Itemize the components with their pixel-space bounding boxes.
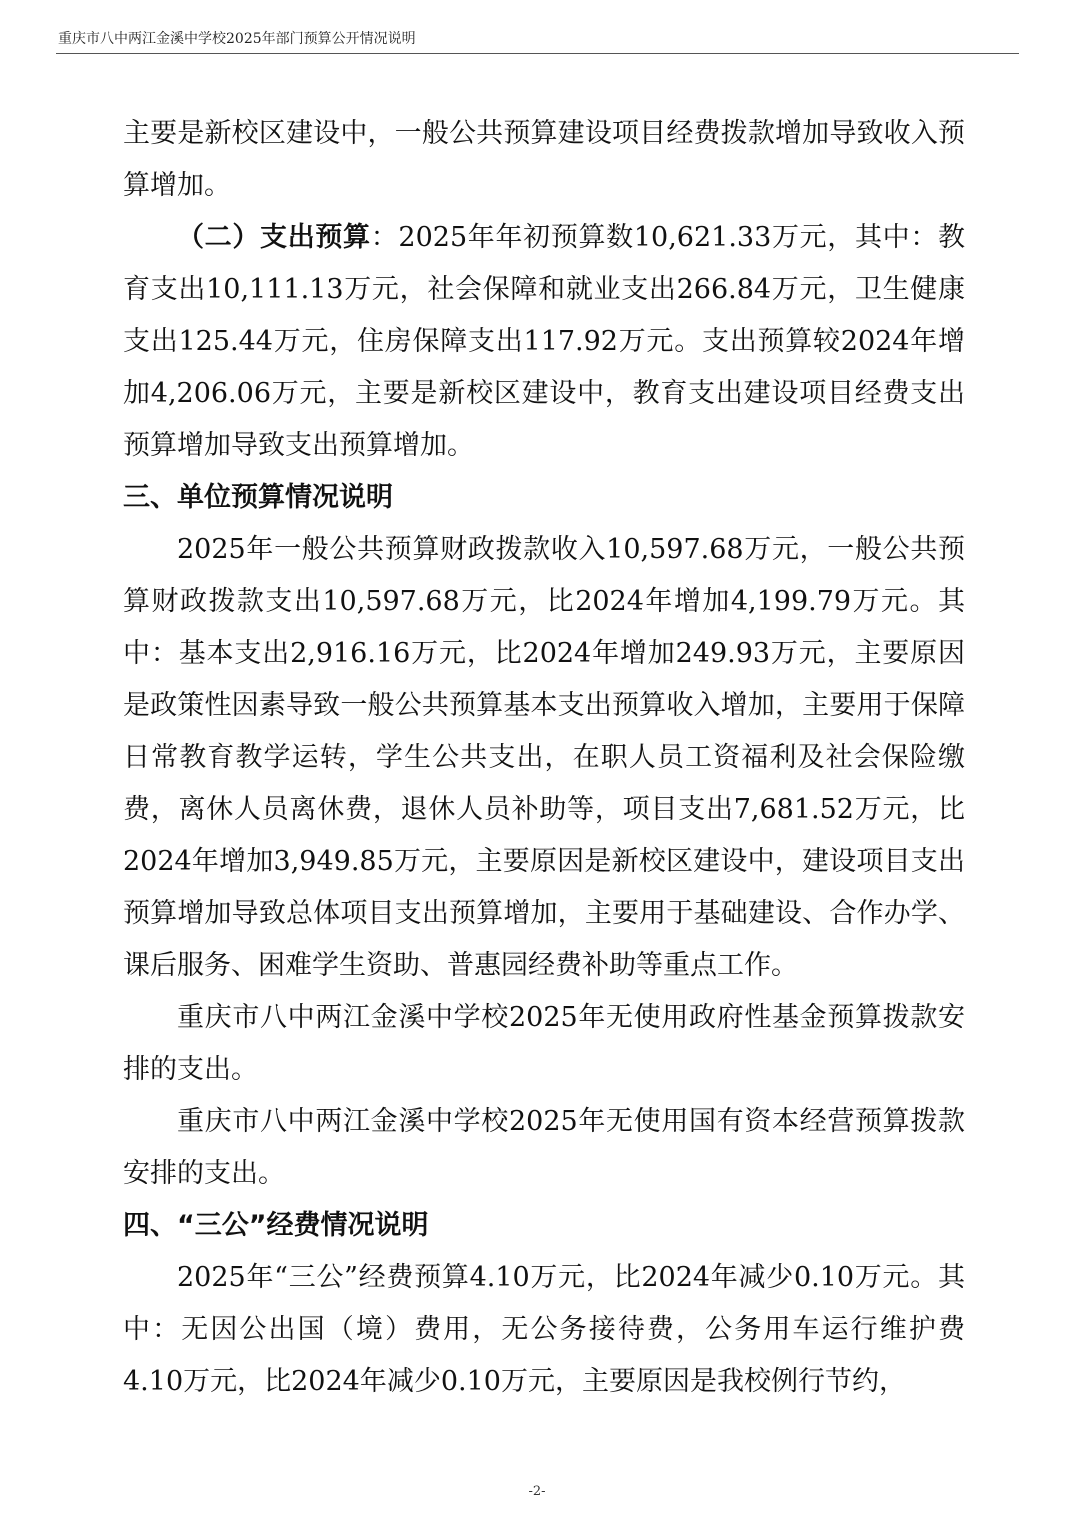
page-number: -2-: [528, 1484, 546, 1499]
paragraph-unit-budget: 2025年一般公共预算财政拨款收入10,597.68万元，一般公共预算财政拨款支出10,597.68万元，比2024年增加4,199.79万元。其中：基本支出2,916.16万元，比2024年增加249.93万元，主要原因是政策性因素导致一般公共预算基本支出预算收入增加，主要用于保障日常教育教学运转，学生公共支出，在职人员工资福利及社会保险缴费，离休人员离休费，退休人员补助等，项目支出7,681.52万元，比2024年增加3,949.85万元，主要原因是新校区建设中，建设项目支出预算增加导致总体项目支出预算增加，主要用于基础建设、合作办学、课后服务、困难学生资助、普惠园经费补助等重点工作。: [123, 534, 965, 981]
expenditure-budget-text: ：2025年年初预算数10,621.33万元，其中：教育支出10,111.13万元，社会保障和就业支出266.84万元，卫生健康支出125.44万元，住房保障支出117.92万元。支出预算较2024年增加4,206.06万元，主要是新校区建设中，教育支出建设项目经费支出预算增加导致支出预算增加。: [123, 222, 966, 461]
section-heading-three-public: 四、“三公”经费情况说明: [123, 1210, 429, 1241]
document-body: [123, 108, 965, 1408]
document-header-title: 重庆市八中两江金溪中学校2025年部门预算公开情况说明: [58, 31, 416, 47]
paragraph-expenditure-budget: [123, 212, 965, 472]
section-heading-unit-budget: 三、单位预算情况说明: [123, 482, 393, 513]
expenditure-budget-lead: （二）支出预算: [177, 222, 371, 253]
paragraph-state-capital: 重庆市八中两江金溪中学校2025年无使用国有资本经营预算拨款安排的支出。: [123, 1106, 965, 1189]
paragraph-three-public-expenses: 2025年“三公”经费预算4.10万元，比2024年减少0.10万元。其中：无因公出国（境）费用，无公务接待费，公务用车运行维护费4.10万元，比2024年减少0.10万元，主要原因是我校例行节约，: [123, 1262, 965, 1397]
header-divider: [56, 53, 1019, 54]
paragraph-income-continuation: 主要是新校区建设中，一般公共预算建设项目经费拨款增加导致收入预算增加。: [123, 118, 965, 201]
paragraph-government-fund: 重庆市八中两江金溪中学校2025年无使用政府性基金预算拨款安排的支出。: [123, 1002, 965, 1085]
